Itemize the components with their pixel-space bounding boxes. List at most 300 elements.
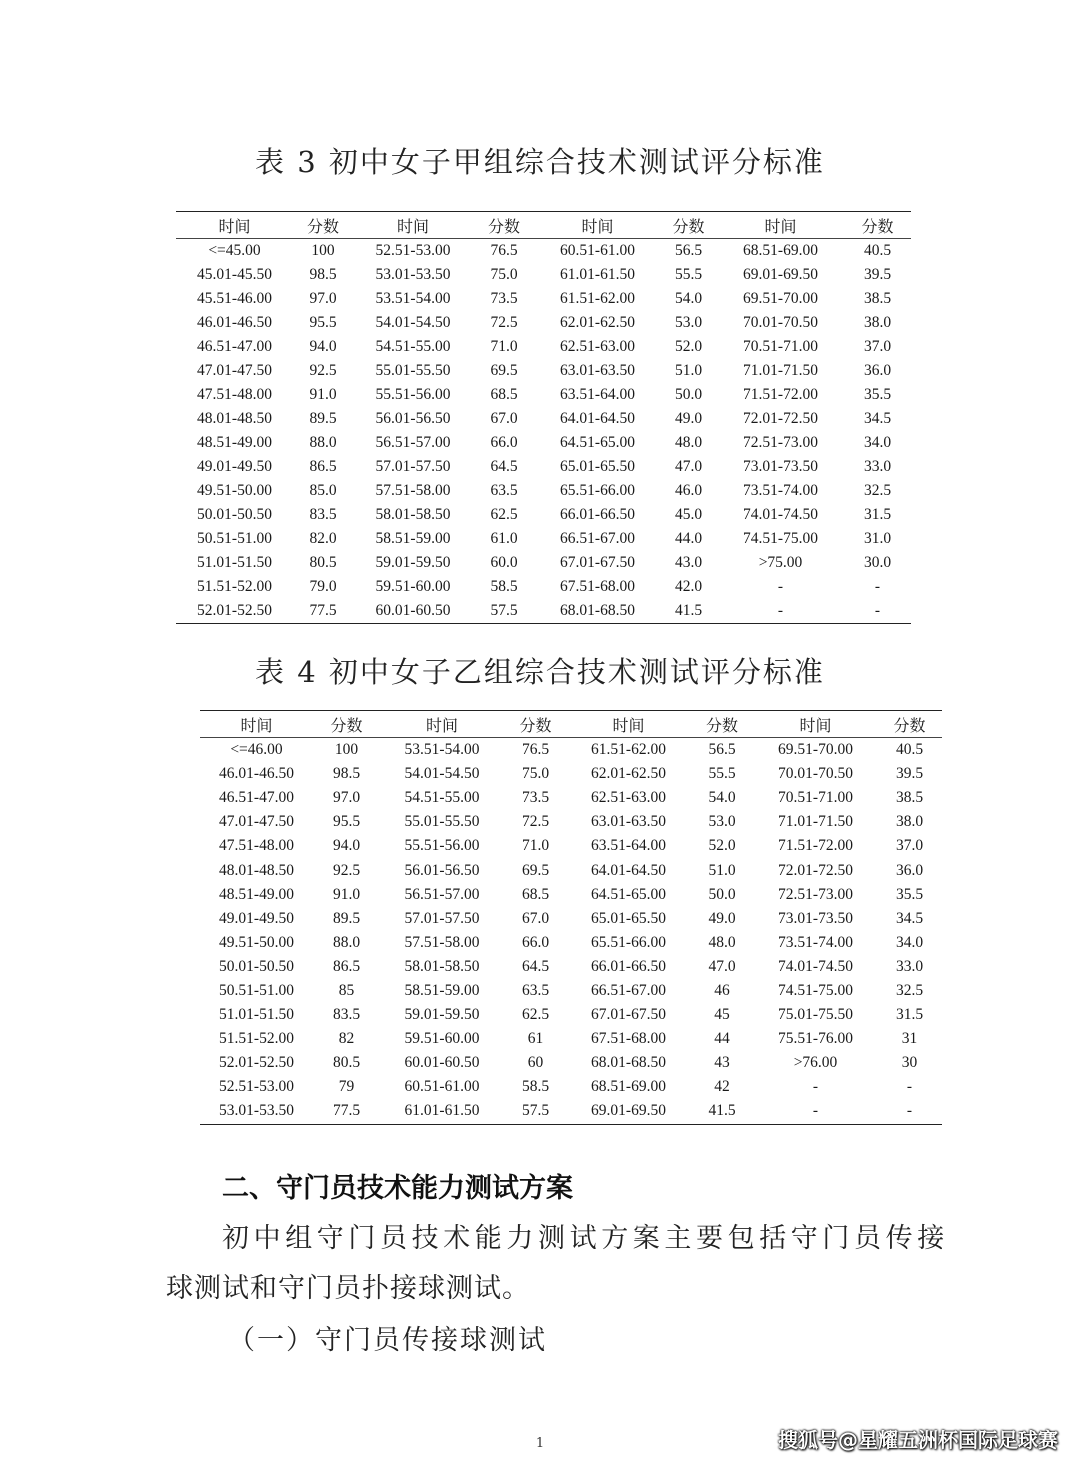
time-cell: 59.51-60.00 — [404, 1030, 480, 1048]
time-cell: 61.51-62.00 — [591, 741, 666, 759]
time-cell: 57.51-58.00 — [404, 933, 480, 951]
score-cell: 52.0 — [674, 338, 703, 355]
time-cell: 71.01-71.50 — [778, 813, 853, 831]
table4-header-row — [200, 711, 942, 738]
time-cell: 52.01-52.50 — [176, 599, 293, 624]
table-row — [200, 1003, 942, 1027]
score-cell: 89.5 — [332, 909, 361, 927]
time-cell: 60.01-60.50 — [353, 599, 473, 624]
table-row — [176, 551, 911, 575]
time-cell: 64.01-64.50 — [560, 410, 635, 427]
column-header: 分数 — [877, 711, 942, 738]
time-cell: 69.51-70.00 — [743, 290, 818, 307]
score-cell: 62.5 — [521, 1006, 550, 1024]
time-cell: 56.51-57.00 — [375, 434, 451, 451]
time-cell: 47.51-48.00 — [197, 386, 272, 403]
time-cell: 69.01-69.50 — [743, 266, 818, 283]
score-cell: 89.5 — [309, 410, 337, 427]
table-row — [200, 1027, 942, 1051]
score-cell: 30 — [901, 1054, 918, 1072]
time-cell: 70.51-71.00 — [743, 338, 818, 355]
time-cell: 65.01-65.50 — [591, 909, 666, 927]
column-header: 时间 — [380, 711, 504, 738]
table-row — [200, 979, 942, 1003]
score-cell: 52.0 — [708, 837, 736, 855]
score-cell: 68.5 — [521, 885, 550, 903]
score-cell: 30.0 — [863, 554, 892, 571]
score-cell: 97.0 — [309, 290, 337, 307]
table4-body — [200, 738, 942, 1125]
time-cell: 70.01-70.50 — [743, 314, 818, 331]
column-header: 时间 — [200, 711, 313, 738]
score-cell: 97.0 — [332, 789, 361, 807]
score-cell: 54.0 — [674, 290, 703, 307]
score-cell: 34.5 — [863, 410, 892, 427]
time-cell: 58.51-59.00 — [375, 530, 451, 547]
time-cell: 45.51-46.00 — [197, 290, 272, 307]
time-cell: 73.51-74.00 — [778, 933, 853, 951]
time-cell: 66.01-66.50 — [591, 957, 666, 975]
score-cell: 33.0 — [895, 957, 924, 975]
table3-header-row — [176, 212, 911, 239]
time-cell: 47.51-48.00 — [219, 837, 294, 855]
table-row — [200, 834, 942, 858]
time-cell: 48.01-48.50 — [219, 861, 294, 879]
score-cell: 67.0 — [490, 410, 518, 427]
time-cell: 65.51-66.00 — [591, 933, 666, 951]
table-row — [176, 479, 911, 503]
time-cell: 56.01-56.50 — [404, 861, 480, 879]
time-cell: 48.51-49.00 — [197, 434, 272, 451]
score-cell: 100 — [334, 741, 359, 759]
table-row — [176, 239, 911, 264]
time-cell: 54.01-54.50 — [404, 765, 480, 783]
table-row — [200, 883, 942, 907]
column-header: 时间 — [535, 212, 660, 239]
time-cell: 74.01-74.50 — [778, 957, 853, 975]
column-header: 分数 — [313, 711, 380, 738]
score-cell: 86.5 — [309, 458, 337, 475]
time-cell: 58.01-58.50 — [404, 957, 480, 975]
time-cell: 70.01-70.50 — [778, 765, 853, 783]
time-cell: 58.01-58.50 — [375, 506, 451, 523]
column-header: 时间 — [353, 212, 473, 239]
time-cell: 60.01-60.50 — [404, 1054, 480, 1072]
score-cell: 66.0 — [490, 434, 518, 451]
score-cell: 60 — [527, 1054, 544, 1072]
time-cell: 51.01-51.50 — [197, 554, 272, 571]
score-cell: 80.5 — [309, 554, 337, 571]
time-cell: 66.51-67.00 — [560, 530, 635, 547]
table-row — [176, 503, 911, 527]
time-cell: 72.01-72.50 — [778, 861, 853, 879]
time-cell: 63.51-64.00 — [591, 837, 666, 855]
score-cell: 76.5 — [521, 741, 550, 759]
score-cell: 71.0 — [521, 837, 550, 855]
score-cell: 82.0 — [309, 530, 337, 547]
score-cell: 85.0 — [309, 482, 337, 499]
page-number: 1 — [535, 1436, 545, 1451]
table-row — [176, 383, 911, 407]
column-header: 分数 — [660, 212, 717, 239]
subsection-heading: （一）守门员传接球测试 — [228, 1325, 547, 1356]
score-cell: 60.0 — [490, 554, 518, 571]
score-cell: 68.5 — [490, 386, 518, 403]
time-cell: 67.01-67.50 — [591, 1006, 666, 1024]
column-header: 分数 — [473, 212, 535, 239]
score-cell: 43 — [714, 1054, 730, 1072]
score-cell: 51.0 — [708, 861, 736, 879]
time-cell: 73.01-73.50 — [743, 458, 818, 475]
score-cell: 46.0 — [674, 482, 703, 499]
time-cell: 71.01-71.50 — [743, 362, 818, 379]
score-cell: 62.5 — [490, 506, 518, 523]
time-cell: >75.00 — [758, 554, 803, 571]
table-row — [200, 738, 942, 763]
table-row — [176, 431, 911, 455]
time-cell: 51.01-51.50 — [219, 1006, 294, 1024]
time-cell: 45.01-45.50 — [197, 266, 272, 283]
time-cell: 50.51-51.00 — [197, 530, 272, 547]
score-cell: 61 — [527, 1030, 544, 1048]
time-cell: 53.51-54.00 — [404, 741, 480, 759]
score-cell: 64.5 — [521, 957, 550, 975]
score-cell: 31.0 — [863, 530, 892, 547]
score-cell: 32.5 — [895, 981, 924, 999]
table-row — [176, 287, 911, 311]
score-cell: 46 — [714, 981, 730, 999]
score-cell: 88.0 — [309, 434, 337, 451]
time-cell: >76.00 — [793, 1054, 838, 1072]
score-cell: 57.5 — [473, 599, 535, 624]
time-cell: 64.51-65.00 — [560, 434, 635, 451]
table-row — [200, 1075, 942, 1099]
score-cell: 79 — [338, 1078, 355, 1096]
score-cell: 37.0 — [895, 837, 924, 855]
table-row — [200, 907, 942, 931]
time-cell: 67.01-67.50 — [560, 554, 635, 571]
time-cell: 46.51-47.00 — [197, 338, 272, 355]
score-cell: 55.5 — [708, 765, 736, 783]
time-cell: 61.01-61.50 — [380, 1099, 504, 1124]
time-cell: 72.01-72.50 — [743, 410, 818, 427]
time-cell: 51.51-52.00 — [219, 1030, 294, 1048]
score-cell: 94.0 — [332, 837, 361, 855]
table4-scoring-standard — [200, 710, 942, 1125]
time-cell: 49.51-50.00 — [197, 482, 272, 499]
time-cell: 65.51-66.00 — [560, 482, 635, 499]
time-cell: 54.51-55.00 — [375, 338, 451, 355]
score-cell: 85 — [338, 981, 355, 999]
score-cell: 38.5 — [863, 290, 892, 307]
score-cell: 100 — [311, 242, 335, 259]
time-cell: 48.01-48.50 — [197, 410, 272, 427]
section-heading: 二、守门员技术能力测试方案 — [222, 1173, 573, 1204]
section-paragraph — [166, 1214, 949, 1314]
time-cell: 56.51-57.00 — [404, 885, 480, 903]
score-cell: 98.5 — [332, 765, 361, 783]
score-cell: 83.5 — [332, 1006, 361, 1024]
time-cell: 68.51-69.00 — [591, 1078, 666, 1096]
time-cell: 47.01-47.50 — [197, 362, 272, 379]
table-row — [176, 455, 911, 479]
time-cell: 59.51-60.00 — [375, 578, 451, 595]
time-cell: 46.01-46.50 — [197, 314, 272, 331]
time-cell: 52.01-52.50 — [219, 1054, 294, 1072]
score-cell: 55.5 — [674, 266, 703, 283]
table-row — [200, 1099, 942, 1124]
score-cell: 91.0 — [332, 885, 361, 903]
score-cell: 44 — [714, 1030, 730, 1048]
score-cell: 80.5 — [332, 1054, 361, 1072]
score-cell: 63.5 — [490, 482, 518, 499]
column-header: 时间 — [176, 212, 293, 239]
score-cell: 56.5 — [708, 741, 736, 759]
time-cell: 55.01-55.50 — [404, 813, 480, 831]
table-row — [176, 575, 911, 599]
score-cell: 69.5 — [521, 861, 550, 879]
table3-scoring-standard — [176, 211, 911, 624]
table-row — [176, 335, 911, 359]
time-cell: 49.01-49.50 — [219, 909, 294, 927]
score-cell: 77.5 — [293, 599, 353, 624]
score-cell: 39.5 — [863, 266, 892, 283]
score-cell: 31.5 — [863, 506, 892, 523]
score-cell: 91.0 — [309, 386, 337, 403]
score-cell: 38.0 — [895, 813, 924, 831]
score-cell: 47.0 — [674, 458, 703, 475]
time-cell: 50.01-50.50 — [197, 506, 272, 523]
score-cell: 48.0 — [708, 933, 736, 951]
score-cell: 34.5 — [895, 909, 924, 927]
score-cell: 95.5 — [309, 314, 337, 331]
time-cell: 56.01-56.50 — [375, 410, 451, 427]
time-cell: 61.51-62.00 — [560, 290, 635, 307]
table-row — [176, 359, 911, 383]
time-cell: 58.51-59.00 — [404, 981, 480, 999]
score-cell: 71.0 — [490, 338, 518, 355]
paragraph-line-1: 初中组守门员技术能力测试方案主要包括守门员传接 — [222, 1223, 949, 1254]
table-row — [200, 858, 942, 882]
score-cell: 66.0 — [521, 933, 550, 951]
column-header: 分数 — [690, 711, 754, 738]
time-cell: <=46.00 — [230, 741, 283, 759]
time-cell: 49.01-49.50 — [197, 458, 272, 475]
time-cell: 75.51-76.00 — [778, 1030, 853, 1048]
time-cell: 52.51-53.00 — [375, 242, 451, 259]
score-cell: 98.5 — [309, 266, 337, 283]
score-cell: 86.5 — [332, 957, 361, 975]
score-cell: - — [906, 1078, 913, 1096]
time-cell: 53.01-53.50 — [375, 266, 451, 283]
time-cell: - — [777, 578, 784, 595]
score-cell: 50.0 — [708, 885, 736, 903]
score-cell: 92.5 — [332, 861, 361, 879]
time-cell: 46.01-46.50 — [219, 765, 294, 783]
time-cell: - — [717, 599, 844, 624]
score-cell: 79.0 — [309, 578, 337, 595]
score-cell: 34.0 — [895, 933, 924, 951]
score-cell: 49.0 — [674, 410, 703, 427]
score-cell: 69.5 — [490, 362, 518, 379]
table3-title: 表 3 初中女子甲组综合技术测试评分标准 — [255, 145, 825, 179]
time-cell: 68.01-68.50 — [591, 1054, 666, 1072]
score-cell: 50.0 — [674, 386, 703, 403]
time-cell: 73.51-74.00 — [743, 482, 818, 499]
time-cell: 54.51-55.00 — [404, 789, 480, 807]
score-cell: 39.5 — [895, 765, 924, 783]
time-cell: 67.51-68.00 — [591, 1030, 666, 1048]
score-cell: 54.0 — [708, 789, 736, 807]
score-cell: 45.0 — [674, 506, 703, 523]
score-cell: 76.5 — [490, 242, 518, 259]
table3-body — [176, 239, 911, 624]
score-cell: 57.5 — [504, 1099, 567, 1124]
time-cell: 59.01-59.50 — [375, 554, 451, 571]
table-row — [176, 407, 911, 431]
score-cell: 75.0 — [490, 266, 518, 283]
time-cell: 63.51-64.00 — [560, 386, 635, 403]
score-cell: 58.5 — [521, 1078, 550, 1096]
table-row — [200, 786, 942, 810]
score-cell: 36.0 — [895, 861, 924, 879]
time-cell: 66.51-67.00 — [591, 981, 666, 999]
time-cell: 46.51-47.00 — [219, 789, 294, 807]
time-cell: 52.51-53.00 — [219, 1078, 294, 1096]
score-cell: 41.5 — [660, 599, 717, 624]
score-cell: 38.0 — [863, 314, 892, 331]
paragraph-line-2: 球测试和守门员扑接球测试。 — [166, 1273, 530, 1304]
time-cell: 69.01-69.50 — [567, 1099, 690, 1124]
time-cell: 59.01-59.50 — [404, 1006, 480, 1024]
time-cell: 60.51-61.00 — [560, 242, 635, 259]
time-cell: 70.51-71.00 — [778, 789, 853, 807]
time-cell: 72.51-73.00 — [778, 885, 853, 903]
time-cell: 62.51-63.00 — [560, 338, 635, 355]
table-row — [176, 263, 911, 287]
time-cell: 55.01-55.50 — [375, 362, 451, 379]
watermark: 搜狐号@星耀五洲杯国际足球赛 — [778, 1428, 1058, 1452]
score-cell: 47.0 — [708, 957, 736, 975]
time-cell: - — [754, 1099, 877, 1124]
time-cell: 71.51-72.00 — [778, 837, 853, 855]
score-cell: 73.5 — [521, 789, 550, 807]
score-cell: 49.0 — [708, 909, 736, 927]
table-row — [200, 1051, 942, 1075]
table-row — [176, 527, 911, 551]
score-cell: 58.5 — [490, 578, 518, 595]
time-cell: 49.51-50.00 — [219, 933, 294, 951]
score-cell: 41.5 — [690, 1099, 754, 1124]
score-cell: 38.5 — [895, 789, 924, 807]
table-row — [200, 810, 942, 834]
score-cell: 64.5 — [490, 458, 518, 475]
table-row — [200, 762, 942, 786]
score-cell: - — [844, 599, 911, 624]
time-cell: 47.01-47.50 — [219, 813, 294, 831]
time-cell: 60.51-61.00 — [404, 1078, 480, 1096]
score-cell: 63.5 — [521, 981, 550, 999]
table-row — [176, 599, 911, 624]
time-cell: 68.01-68.50 — [535, 599, 660, 624]
time-cell: 48.51-49.00 — [219, 885, 294, 903]
time-cell: 62.01-62.50 — [591, 765, 666, 783]
time-cell: <=45.00 — [208, 242, 261, 259]
time-cell: 65.01-65.50 — [560, 458, 635, 475]
score-cell: 42.0 — [674, 578, 703, 595]
score-cell: 53.0 — [708, 813, 736, 831]
time-cell: 71.51-72.00 — [743, 386, 818, 403]
time-cell: 50.01-50.50 — [219, 957, 294, 975]
time-cell: 75.01-75.50 — [778, 1006, 853, 1024]
time-cell: 54.01-54.50 — [375, 314, 451, 331]
score-cell: 45 — [714, 1006, 730, 1024]
score-cell: 72.5 — [521, 813, 550, 831]
time-cell: 67.51-68.00 — [560, 578, 635, 595]
time-cell: 57.51-58.00 — [375, 482, 451, 499]
time-cell: 74.51-75.00 — [743, 530, 818, 547]
score-cell: 40.5 — [863, 242, 892, 259]
time-cell: 57.01-57.50 — [404, 909, 480, 927]
time-cell: - — [812, 1078, 819, 1096]
time-cell: 57.01-57.50 — [375, 458, 451, 475]
score-cell: 43.0 — [674, 554, 703, 571]
score-cell: 48.0 — [674, 434, 703, 451]
time-cell: 63.01-63.50 — [591, 813, 666, 831]
score-cell: 35.5 — [863, 386, 892, 403]
score-cell: 31 — [901, 1030, 918, 1048]
score-cell: 75.0 — [521, 765, 550, 783]
column-header: 时间 — [567, 711, 690, 738]
time-cell: 50.51-51.00 — [219, 981, 294, 999]
score-cell: 37.0 — [863, 338, 892, 355]
score-cell: 53.0 — [674, 314, 703, 331]
score-cell: 94.0 — [309, 338, 337, 355]
score-cell: 56.5 — [674, 242, 703, 259]
score-cell: 83.5 — [309, 506, 337, 523]
score-cell: 67.0 — [521, 909, 550, 927]
table-row — [176, 311, 911, 335]
time-cell: 69.51-70.00 — [778, 741, 853, 759]
column-header: 分数 — [293, 212, 353, 239]
score-cell: 31.5 — [895, 1006, 924, 1024]
score-cell: 35.5 — [895, 885, 924, 903]
score-cell: 51.0 — [674, 362, 703, 379]
time-cell: 72.51-73.00 — [743, 434, 818, 451]
time-cell: 74.01-74.50 — [743, 506, 818, 523]
score-cell: - — [877, 1099, 942, 1124]
time-cell: 68.51-69.00 — [743, 242, 818, 259]
time-cell: 74.51-75.00 — [778, 981, 853, 999]
score-cell: 32.5 — [863, 482, 892, 499]
score-cell: 72.5 — [490, 314, 518, 331]
table-row — [200, 955, 942, 979]
score-cell: - — [874, 578, 881, 595]
score-cell: 61.0 — [490, 530, 518, 547]
time-cell: 64.51-65.00 — [591, 885, 666, 903]
table4-title: 表 4 初中女子乙组综合技术测试评分标准 — [255, 655, 825, 689]
score-cell: 44.0 — [674, 530, 703, 547]
time-cell: 55.51-56.00 — [375, 386, 451, 403]
score-cell: 77.5 — [313, 1099, 380, 1124]
score-cell: 95.5 — [332, 813, 361, 831]
table-row — [200, 931, 942, 955]
score-cell: 40.5 — [895, 741, 924, 759]
score-cell: 88.0 — [332, 933, 361, 951]
score-cell: 34.0 — [863, 434, 892, 451]
column-header: 时间 — [754, 711, 877, 738]
time-cell: 64.01-64.50 — [591, 861, 666, 879]
